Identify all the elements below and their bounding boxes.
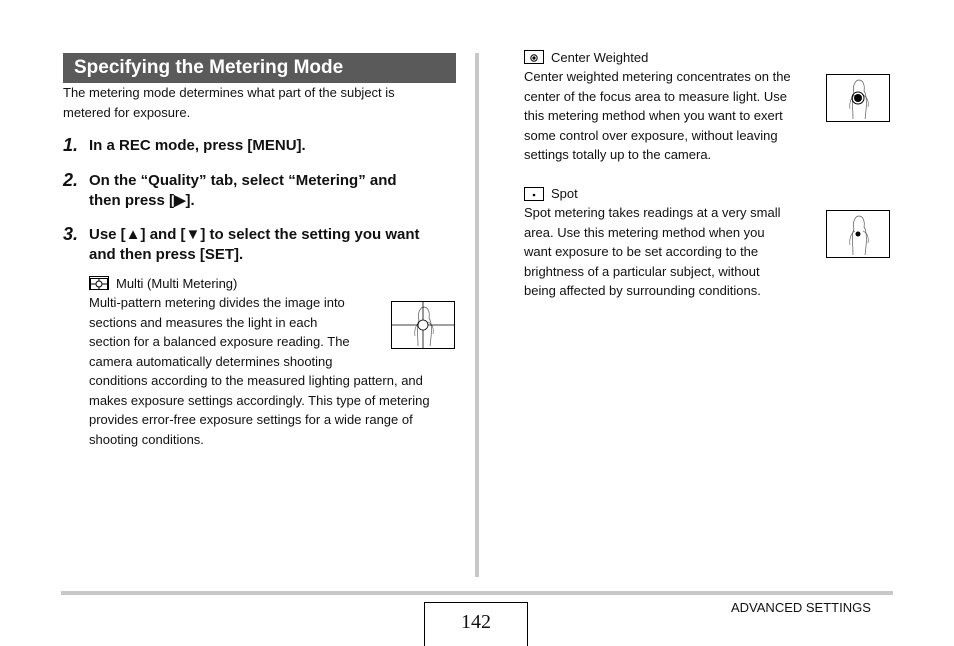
multi-description: Multi-pattern metering divides the image into sections and measures the light in each section for a balanced exposure reading. The camera automatically determines shooting conditions according to the measured lighting pattern, and makes exposure settings accordingly. This type of metering provides error-free exposure settings for a wide range of shooting conditions. <box>89 295 430 447</box>
section-title-bar <box>63 53 456 83</box>
center-weighted-icon <box>524 50 544 64</box>
step-2-text: On the “Quality” tab, select “Metering” and then press [▶]. <box>89 172 397 209</box>
spot-label: Spot <box>551 186 578 201</box>
multi-metering-icon <box>89 276 109 290</box>
step-3-number: 3. <box>63 224 79 244</box>
step-1-number: 1. <box>63 135 79 155</box>
spot-description: Spot metering takes readings at a very small area. Use this metering method when you want exposure to be set according to the brightness of a particular subject, without being affected by surrounding conditions. <box>524 205 781 298</box>
footer-rule <box>61 591 893 595</box>
intro-text: The metering mode determines what part of the subject is metered for exposure. <box>63 85 395 120</box>
multi-metering-illustration <box>391 301 455 349</box>
column-divider <box>475 53 479 577</box>
center-weighted-label: Center Weighted <box>551 50 649 65</box>
step-2-number: 2. <box>63 170 79 190</box>
multi-label: Multi (Multi Metering) <box>116 276 238 291</box>
step-3-text: Use [▲] and [▼] to select the setting you want and then press [SET]. <box>89 226 420 263</box>
section-title: Specifying the Metering Mode <box>74 57 344 78</box>
spot-metering-illustration <box>826 210 890 258</box>
center-weighted-illustration <box>826 74 890 122</box>
footer-section-label: ADVANCED SETTINGS <box>731 600 871 615</box>
step-1-text: In a REC mode, press [MENU]. <box>89 137 306 154</box>
spot-metering-icon <box>524 187 544 201</box>
page-number-box <box>424 602 528 646</box>
page-number: 142 <box>461 611 491 633</box>
center-weighted-description: Center weighted metering concentrates on the center of the focus area to measure light. Use this metering method when you want to exert some control over exposure, without leaving settings totally up to the camera. <box>524 69 791 162</box>
